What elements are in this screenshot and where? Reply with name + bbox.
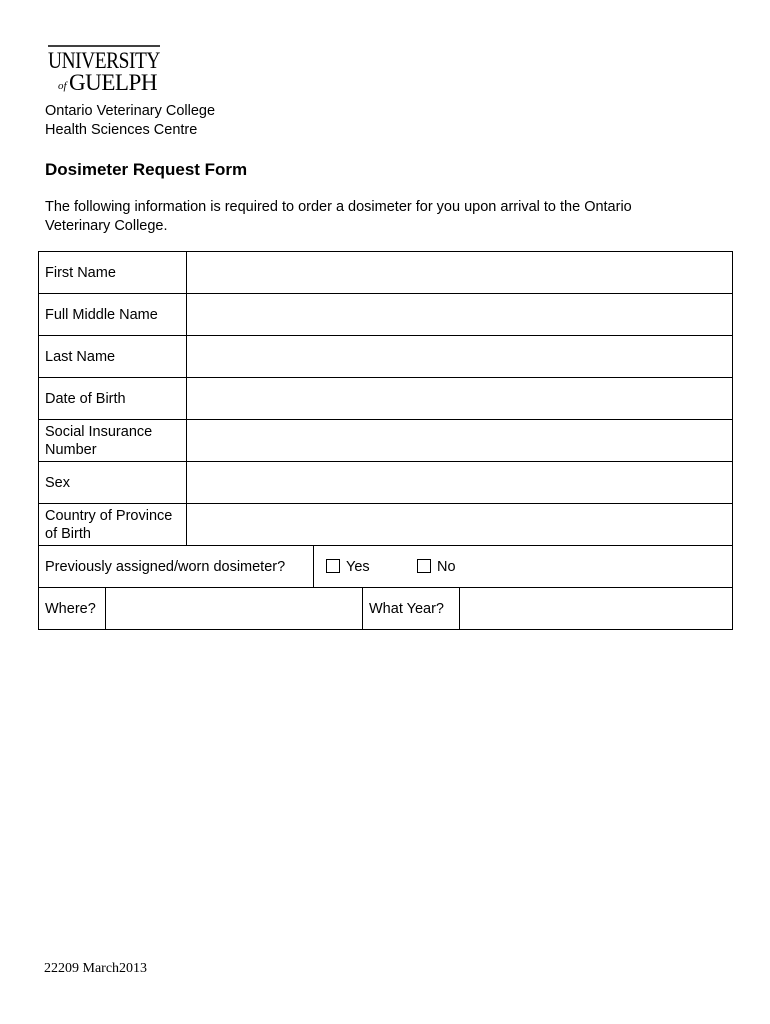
no-checkbox[interactable]: [417, 559, 431, 573]
last-name-field[interactable]: [187, 336, 733, 377]
middle-name-label: Full Middle Name: [39, 294, 187, 335]
row-last-name: [39, 336, 733, 378]
dob-label: Date of Birth: [39, 378, 187, 419]
logo-university-text: UNIVERSITY: [48, 48, 161, 73]
row-where: [39, 588, 733, 630]
sex-field[interactable]: [187, 462, 733, 503]
previous-dosimeter-label: Previously assigned/worn dosimeter?: [39, 546, 314, 587]
centre-name: Health Sciences Centre: [45, 122, 198, 138]
row-sin: [39, 420, 733, 462]
what-year-field[interactable]: [460, 588, 733, 629]
first-name-label: First Name: [39, 252, 187, 293]
department-block: [45, 102, 215, 140]
middle-name-field[interactable]: [187, 294, 733, 335]
country-label: Country of Province of Birth: [39, 504, 187, 545]
logo-of-text: of: [58, 80, 67, 92]
last-name-label: Last Name: [39, 336, 187, 377]
form-title: Dosimeter Request Form: [45, 160, 248, 179]
no-label: No: [437, 559, 456, 575]
row-middle-name: [39, 294, 733, 336]
row-previous-dosimeter: [39, 546, 733, 588]
college-name: Ontario Veterinary College: [45, 103, 216, 119]
yes-option[interactable]: [320, 546, 376, 576]
sin-label: Social Insurance Number: [39, 420, 187, 461]
request-form-table: [38, 251, 733, 630]
footer-code: 22209 March2013: [44, 961, 148, 976]
intro-text: The following information is required to order a dosimeter for you upon arrival to the Ontario Veterinary College.: [45, 199, 632, 234]
university-of-guelph-logo: [46, 44, 166, 94]
country-field[interactable]: [187, 504, 733, 545]
what-year-label: What Year?: [363, 588, 460, 629]
row-sex: [39, 462, 733, 504]
yes-checkbox[interactable]: [326, 559, 340, 573]
where-label: Where?: [39, 588, 106, 629]
where-field[interactable]: [106, 588, 363, 629]
first-name-field[interactable]: [187, 252, 733, 293]
dob-field[interactable]: [187, 378, 733, 419]
row-date-of-birth: [39, 378, 733, 420]
yes-label: Yes: [346, 559, 370, 575]
row-first-name: [39, 252, 733, 294]
no-option[interactable]: [411, 546, 462, 576]
row-country: [39, 504, 733, 546]
sex-label: Sex: [39, 462, 187, 503]
logo-guelph-text: GUELPH: [69, 70, 157, 95]
sin-field[interactable]: [187, 420, 733, 461]
